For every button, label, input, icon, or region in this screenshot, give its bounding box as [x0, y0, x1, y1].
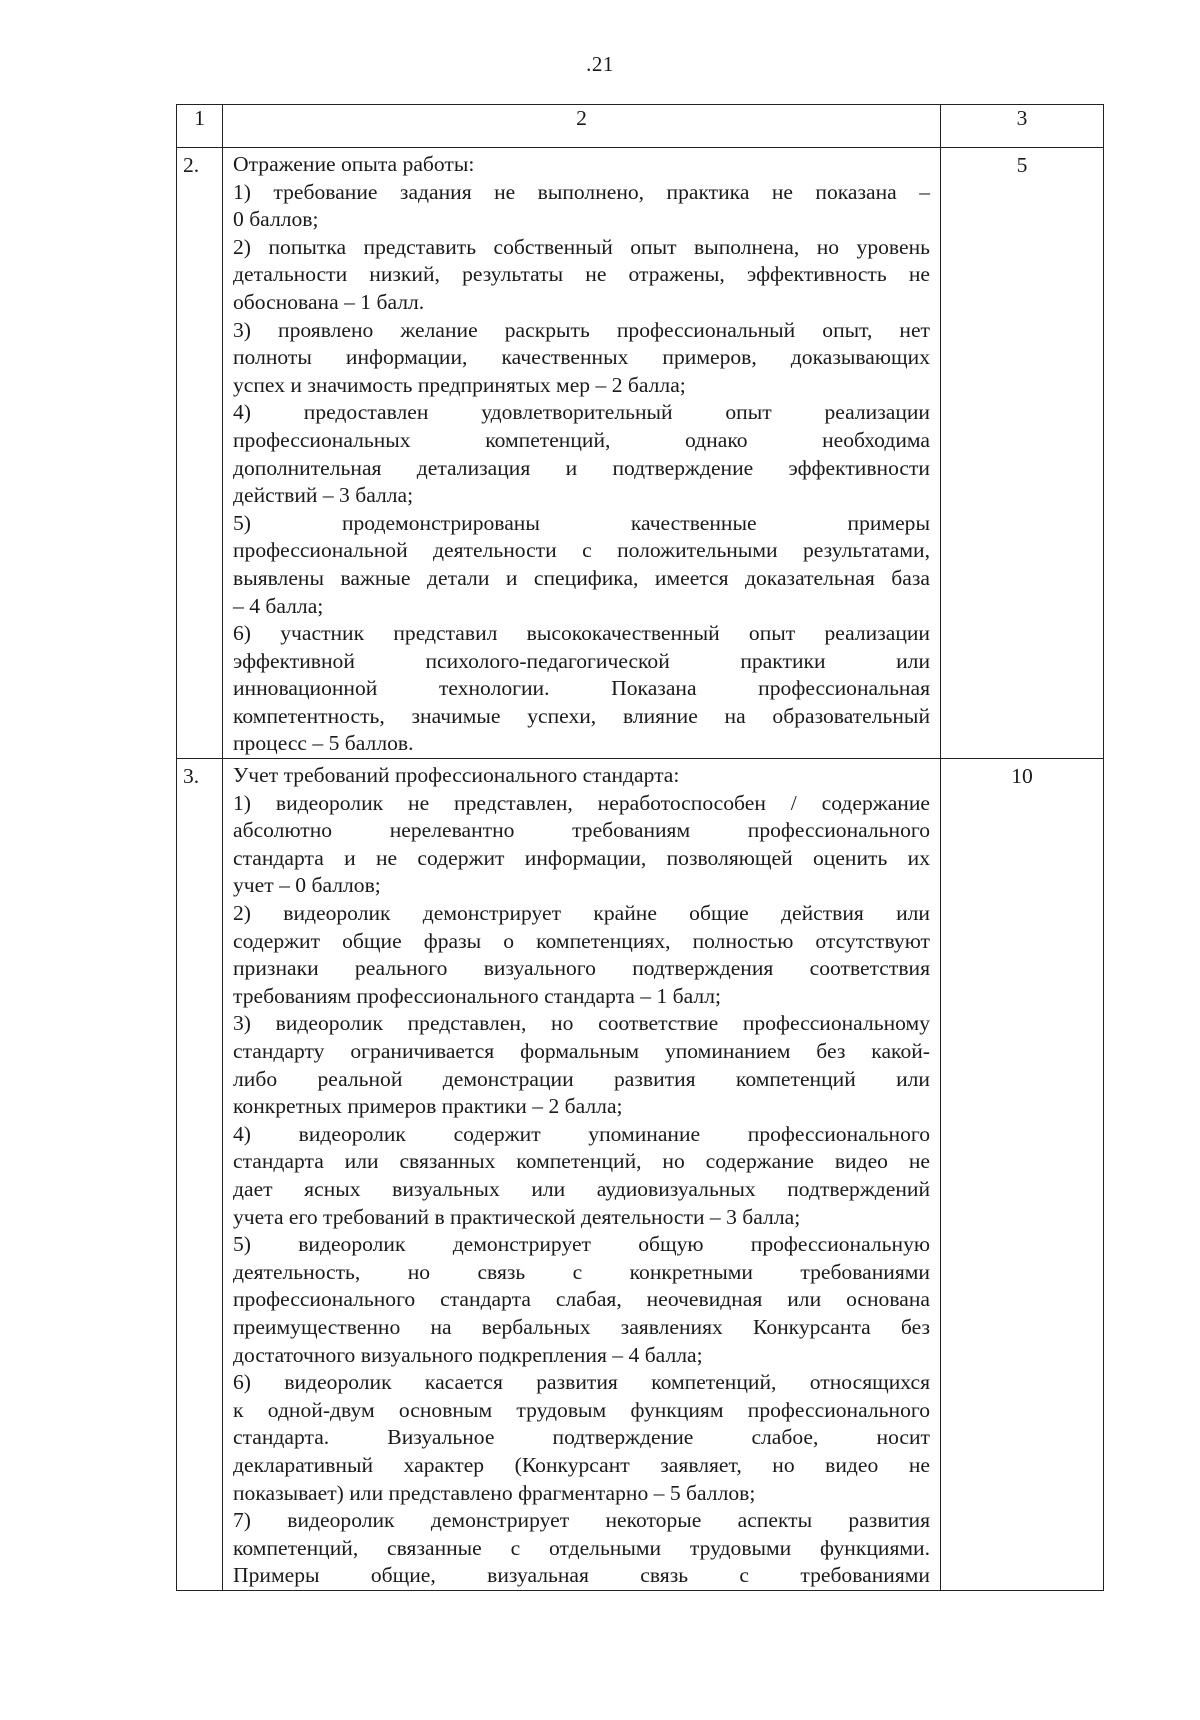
- criterion-description: [223, 759, 941, 1591]
- text-line: эффективной психолого-педагогической практики или: [233, 648, 930, 673]
- text-line: 3) видеоролик представлен, но соответствие профессиональному: [233, 1011, 930, 1036]
- text-line: требованиям профессионального стандарта – 1 балл;: [233, 983, 721, 1008]
- header-cell: 3: [941, 105, 1104, 148]
- table-row: [177, 759, 1104, 1591]
- text-line: достаточного визуального подкрепления – 4 балла;: [233, 1342, 703, 1367]
- text-line: 6) участник представил высококачественный опыт реализации: [233, 621, 930, 646]
- text-line: 6) видеоролик касается развития компетенций, относящихся: [233, 1370, 930, 1395]
- text-line: содержит общие фразы о компетенциях, полностью отсутствуют: [233, 928, 930, 953]
- table-header-row: [177, 105, 1104, 148]
- text-line: 2) видеоролик демонстрирует крайне общие действия или: [233, 901, 930, 926]
- text-line: либо реальной демонстрации развития компетенций или: [233, 1066, 930, 1091]
- criterion-number: 3.: [177, 759, 223, 1591]
- text-line: стандарта или связанных компетенций, но содержание видео не: [233, 1149, 930, 1174]
- text-line: 5) продемонстрированы качественные примеры: [233, 510, 930, 535]
- text-line: учета его требований в практической деятельности – 3 балла;: [233, 1204, 801, 1229]
- text-line: 1) видеоролик не представлен, неработоспособен / содержание: [233, 790, 930, 815]
- text-line: стандарта и не содержит информации, позволяющей оценить их: [233, 845, 930, 870]
- text-line: дополнительная детализация и подтверждение эффективности: [233, 455, 930, 480]
- text-line: полноты информации, качественных примеров, доказывающих: [233, 345, 930, 370]
- header-cell: 2: [223, 105, 941, 148]
- text-line: 5) видеоролик демонстрирует общую профессиональную: [233, 1232, 930, 1257]
- text-line: – 4 балла;: [233, 593, 324, 618]
- text-line: детальности низкий, результаты не отражены, эффективность не: [233, 262, 930, 287]
- page-number: .21: [586, 52, 614, 76]
- text-line: 1) требование задания не выполнено, практика не показана –: [233, 179, 930, 204]
- max-score: 10: [941, 759, 1104, 1591]
- text-line: деятельность, но связь с конкретными требованиями: [233, 1259, 930, 1284]
- text-line: Учет требований профессионального стандарта:: [233, 763, 680, 788]
- criterion-description: [223, 148, 941, 759]
- text-line: 4) предоставлен удовлетворительный опыт реализации: [233, 400, 930, 425]
- text-line: декларативный характер (Конкурсант заявляет, но видео не: [233, 1452, 930, 1477]
- text-line: 7) видеоролик демонстрирует некоторые аспекты развития: [233, 1508, 930, 1533]
- text-line: Отражение опыта работы:: [233, 152, 475, 176]
- text-line: компетенций, связанные с отдельными трудовыми функциями.: [233, 1535, 930, 1560]
- text-line: стандарта. Визуальное подтверждение слабое, носит: [233, 1425, 930, 1450]
- text-line: профессиональной деятельности с положительными результатами,: [233, 538, 930, 563]
- text-line: конкретных примеров практики – 2 балла;: [233, 1094, 623, 1119]
- criteria-table: [176, 104, 1104, 1591]
- text-line: Примеры общие, визуальная связь с требованиями: [233, 1563, 930, 1588]
- text-line: инновационной технологии. Показана профессиональная: [233, 676, 930, 701]
- text-line: учет – 0 баллов;: [233, 873, 381, 898]
- text-line: признаки реального визуального подтверждения соответствия: [233, 956, 930, 981]
- text-line: выявлены важные детали и специфика, имеется доказательная база: [233, 565, 930, 590]
- table-row: [177, 148, 1104, 759]
- text-line: профессионального стандарта слабая, неочевидная или основана: [233, 1287, 930, 1312]
- text-line: успех и значимость предпринятых мер – 2 балла;: [233, 372, 686, 397]
- text-line: 2) попытка представить собственный опыт выполнена, но уровень: [233, 234, 930, 259]
- text-line: абсолютно нерелевантно требованиям профессионального: [233, 818, 930, 843]
- max-score: 5: [941, 148, 1104, 759]
- text-line: компетентность, значимые успехи, влияние на образовательный: [233, 703, 930, 728]
- text-line: показывает) или представлено фрагментарно – 5 баллов;: [233, 1480, 756, 1505]
- header-cell: 1: [177, 105, 223, 148]
- text-line: 3) проявлено желание раскрыть профессиональный опыт, нет: [233, 317, 930, 342]
- text-line: дает ясных визуальных или аудиовизуальных подтверждений: [233, 1176, 930, 1201]
- criterion-number: 2.: [177, 148, 223, 759]
- text-line: обоснована – 1 балл.: [233, 289, 425, 314]
- text-line: 0 баллов;: [233, 207, 319, 232]
- text-line: действий – 3 балла;: [233, 483, 414, 508]
- text-line: стандарту ограничивается формальным упоминанием без какой-: [233, 1039, 930, 1063]
- text-line: преимущественно на вербальных заявлениях Конкурсанта без: [233, 1314, 930, 1339]
- text-line: к одной-двум основным трудовым функциям профессионального: [233, 1397, 930, 1422]
- text-line: профессиональных компетенций, однако необходима: [233, 427, 930, 452]
- text-line: процесс – 5 баллов.: [233, 731, 414, 756]
- text-line: 4) видеоролик содержит упоминание профессионального: [233, 1121, 930, 1146]
